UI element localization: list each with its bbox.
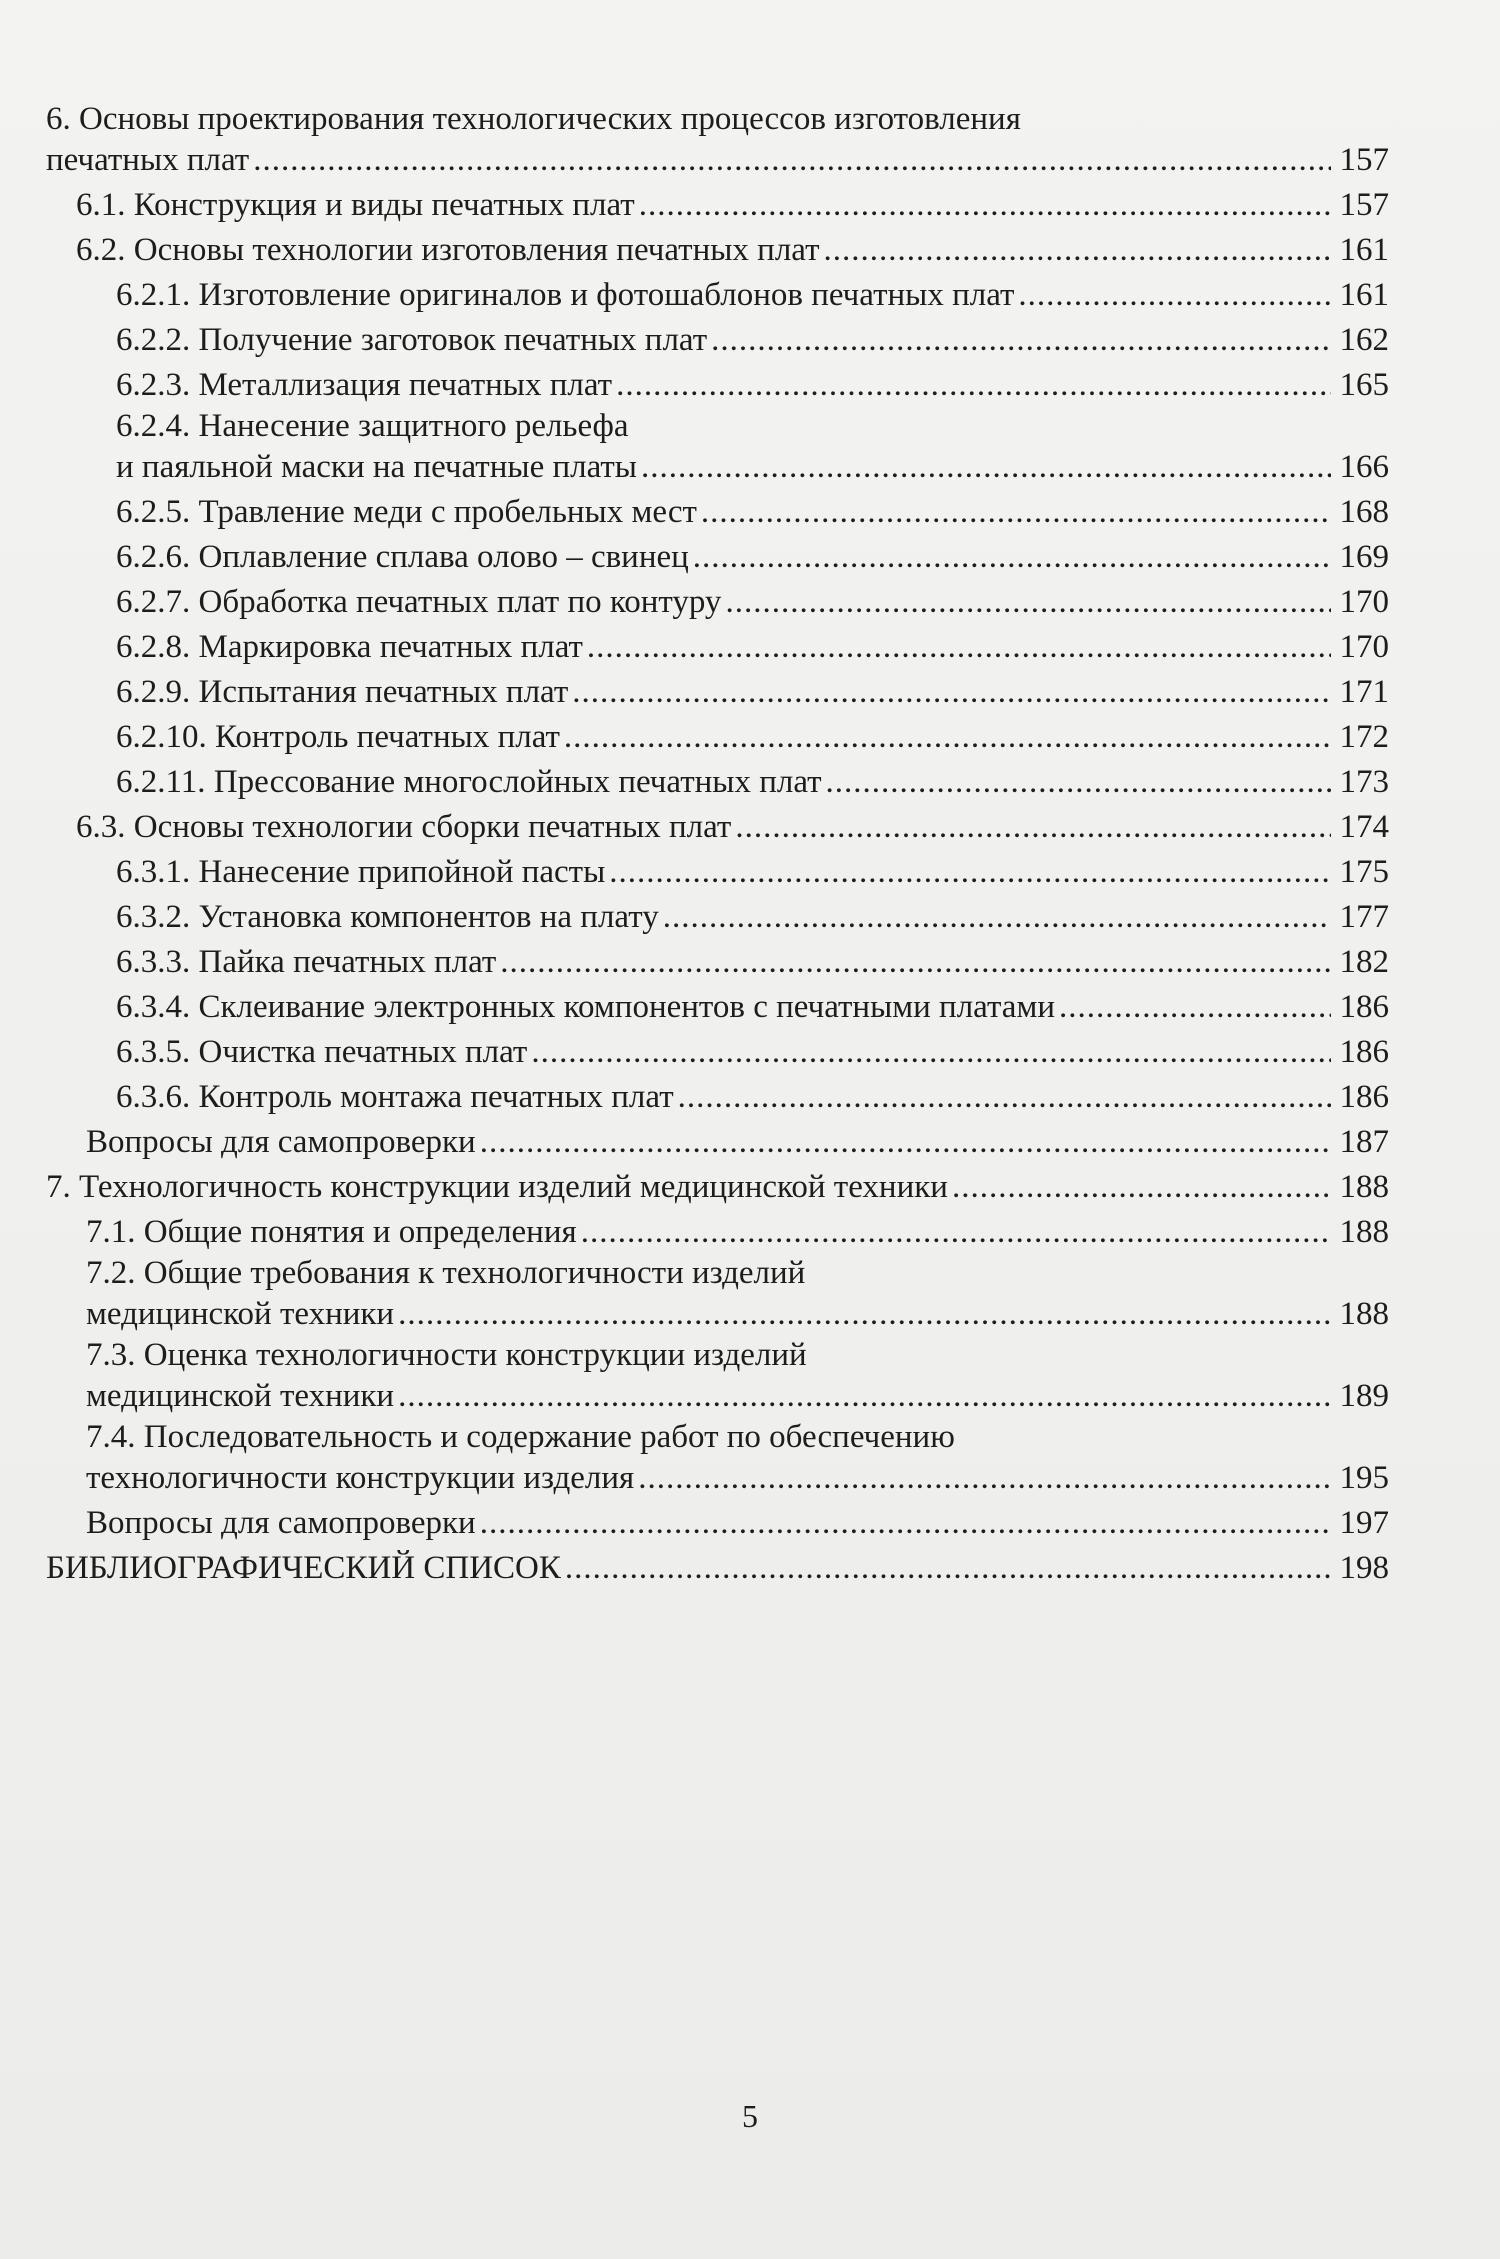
toc-entry [46, 760, 1389, 805]
toc-entry-last-line [46, 138, 1389, 183]
toc-entry-page: 189 [1339, 1378, 1389, 1414]
toc-entry-title: БИБЛИОГРАФИЧЕСКИЙ СПИСОК [46, 1550, 561, 1586]
toc-entry-page: 170 [1339, 584, 1389, 620]
toc-entry-page: 188 [1339, 1214, 1389, 1250]
toc-entry-title-line: технологичности конструкции изделия [86, 1460, 635, 1496]
toc-entry-page: 186 [1339, 1034, 1389, 1070]
toc-entry [46, 1165, 1389, 1210]
toc-entry [46, 363, 1389, 408]
toc-entry [46, 1419, 1389, 1501]
toc-entry-page: 188 [1339, 1169, 1389, 1205]
toc-entry [46, 318, 1389, 363]
toc-entry-page: 166 [1339, 449, 1389, 485]
toc-entry-title-line: 7.3. Оценка технологичности конструкции изделий [86, 1337, 807, 1373]
toc-entry-title-line: 7.4. Последовательность и содержание работ по обеспечению [86, 1419, 955, 1455]
toc-entry-page: 172 [1339, 719, 1389, 755]
toc-entry-title-line: 6.2.4. Нанесение защитного рельефа [116, 408, 629, 444]
toc-entry [46, 625, 1389, 670]
toc-entry-title: Вопросы для самопроверки [86, 1124, 476, 1160]
dot-leader [639, 183, 1331, 228]
toc-entry-page: 197 [1339, 1505, 1389, 1541]
toc-entry [46, 1546, 1389, 1591]
toc-entry-page: 182 [1339, 944, 1389, 980]
dot-leader [253, 138, 1331, 183]
toc-entry-page: 157 [1339, 187, 1389, 223]
toc-entry-title: 6.2.6. Оплавление сплава олово – свинец [116, 539, 689, 575]
toc-entry-title: 7.1. Общие понятия и определения [86, 1214, 577, 1250]
toc-entry [46, 580, 1389, 625]
toc-entry [46, 490, 1389, 535]
dot-leader [587, 625, 1331, 670]
dot-leader [609, 850, 1331, 895]
toc-entry-page: 168 [1339, 494, 1389, 530]
toc-entry-page: 174 [1339, 809, 1389, 845]
toc-entry-title: 6.1. Конструкция и виды печатных плат [76, 187, 635, 223]
toc-entry-title: 6.2.9. Испытания печатных плат [116, 674, 569, 710]
dot-leader [480, 1501, 1331, 1546]
toc-entry-last-line [116, 445, 1389, 490]
toc-entry-page: 157 [1339, 142, 1389, 178]
toc-entry-title: 6.2.2. Получение заготовок печатных плат [116, 322, 708, 358]
toc-entry-last-line [86, 1374, 1389, 1419]
toc-entry-page: 161 [1339, 232, 1389, 268]
toc-entry-page: 171 [1339, 674, 1389, 710]
toc-entry [46, 1337, 1389, 1419]
dot-leader [480, 1120, 1331, 1165]
toc-entry-title: 6.2.5. Травление меди с пробельных мест [116, 494, 697, 530]
dot-leader [500, 940, 1331, 985]
toc-entry-title: 6.3. Основы технологии сборки печатных плат [76, 809, 732, 845]
toc-entry-page: 198 [1339, 1550, 1389, 1586]
toc-entry-title-line: медицинской техники [86, 1378, 395, 1414]
dot-leader [1059, 985, 1331, 1030]
toc-entry [46, 183, 1389, 228]
dot-leader [641, 445, 1331, 490]
toc-entry-title: 6.3.4. Склеивание электронных компонентов с печатными платами [116, 989, 1055, 1025]
toc-entry-title: 6.2.7. Обработка печатных плат по контуру [116, 584, 722, 620]
dot-leader [581, 1210, 1331, 1255]
toc-entry-title: 6.2.11. Прессование многослойных печатных плат [116, 764, 822, 800]
dot-leader [711, 318, 1331, 363]
toc-entry-title-line: 6. Основы проектирования технологических процессов изготовления [46, 101, 1021, 137]
toc-entry [46, 1501, 1389, 1546]
toc-entry-last-line [86, 1292, 1389, 1337]
dot-leader [952, 1165, 1331, 1210]
toc-entry [46, 1030, 1389, 1075]
toc-entry-page: 186 [1339, 989, 1389, 1025]
dot-leader [826, 760, 1331, 805]
dot-leader [735, 805, 1331, 850]
toc-entry-page: 169 [1339, 539, 1389, 575]
toc-entry-page: 195 [1339, 1460, 1389, 1496]
toc-entry-title: 6.2. Основы технологии изготовления печатных плат [76, 232, 820, 268]
toc-entry-title: 6.3.1. Нанесение припойной пасты [116, 854, 606, 890]
toc-entry-title: 6.3.2. Установка компонентов на плату [116, 899, 659, 935]
toc-entry-title: 6.3.6. Контроль монтажа печатных плат [116, 1079, 674, 1115]
toc-entry-page: 173 [1339, 764, 1389, 800]
toc-entry [46, 850, 1389, 895]
dot-leader [678, 1075, 1331, 1120]
dot-leader [531, 1030, 1331, 1075]
toc-entry [46, 1075, 1389, 1120]
dot-leader [701, 490, 1331, 535]
dot-leader [693, 535, 1331, 580]
dot-leader [572, 670, 1331, 715]
toc-entry-page: 165 [1339, 367, 1389, 403]
toc-entry [46, 273, 1389, 318]
toc-entry [46, 535, 1389, 580]
toc-entry-last-line [86, 1456, 1389, 1501]
toc-entry-page: 175 [1339, 854, 1389, 890]
toc-entry-title-line: печатных плат [46, 142, 250, 178]
toc-entry [46, 805, 1389, 850]
page-number: 5 [742, 2098, 758, 2134]
toc-entry-title: 6.2.8. Маркировка печатных плат [116, 629, 583, 665]
toc-entry-page: 161 [1339, 277, 1389, 313]
table-of-contents [46, 101, 1389, 1591]
dot-leader [565, 1546, 1331, 1591]
toc-entry-title: 6.2.3. Металлизация печатных плат [116, 367, 613, 403]
toc-entry [46, 1120, 1389, 1165]
dot-leader [398, 1292, 1331, 1337]
toc-entry [46, 408, 1389, 490]
dot-leader [824, 228, 1331, 273]
toc-entry-page: 170 [1339, 629, 1389, 665]
dot-leader [616, 363, 1331, 408]
toc-entry [46, 895, 1389, 940]
dot-leader [638, 1456, 1331, 1501]
toc-entry [46, 228, 1389, 273]
toc-entry-title: 6.2.10. Контроль печатных плат [116, 719, 560, 755]
toc-entry-title: 6.2.1. Изготовление оригиналов и фотошаблонов печатных плат [116, 277, 1015, 313]
dot-leader [564, 715, 1331, 760]
toc-entry-page: 162 [1339, 322, 1389, 358]
toc-entry-page: 177 [1339, 899, 1389, 935]
toc-entry-title: 6.3.5. Очистка печатных плат [116, 1034, 528, 1070]
toc-entry-title-line: медицинской техники [86, 1296, 395, 1332]
toc-entry-title-line: и паяльной маски на печатные платы [116, 449, 637, 485]
toc-entry [46, 670, 1389, 715]
toc-entry-page: 186 [1339, 1079, 1389, 1115]
toc-entry [46, 940, 1389, 985]
toc-entry-title: 6.3.3. Пайка печатных плат [116, 944, 497, 980]
dot-leader [1018, 273, 1331, 318]
toc-entry-page: 188 [1339, 1296, 1389, 1332]
toc-entry-page: 187 [1339, 1124, 1389, 1160]
dot-leader [663, 895, 1331, 940]
toc-entry-title: 7. Технологичность конструкции изделий медицинской техники [46, 1169, 948, 1205]
toc-entry [46, 1255, 1389, 1337]
dot-leader [398, 1374, 1331, 1419]
toc-entry [46, 1210, 1389, 1255]
toc-entry-title: Вопросы для самопроверки [86, 1505, 476, 1541]
toc-entry [46, 101, 1389, 183]
toc-entry [46, 715, 1389, 760]
toc-entry-title-line: 7.2. Общие требования к технологичности изделий [86, 1255, 806, 1291]
dot-leader [725, 580, 1331, 625]
toc-entry [46, 985, 1389, 1030]
